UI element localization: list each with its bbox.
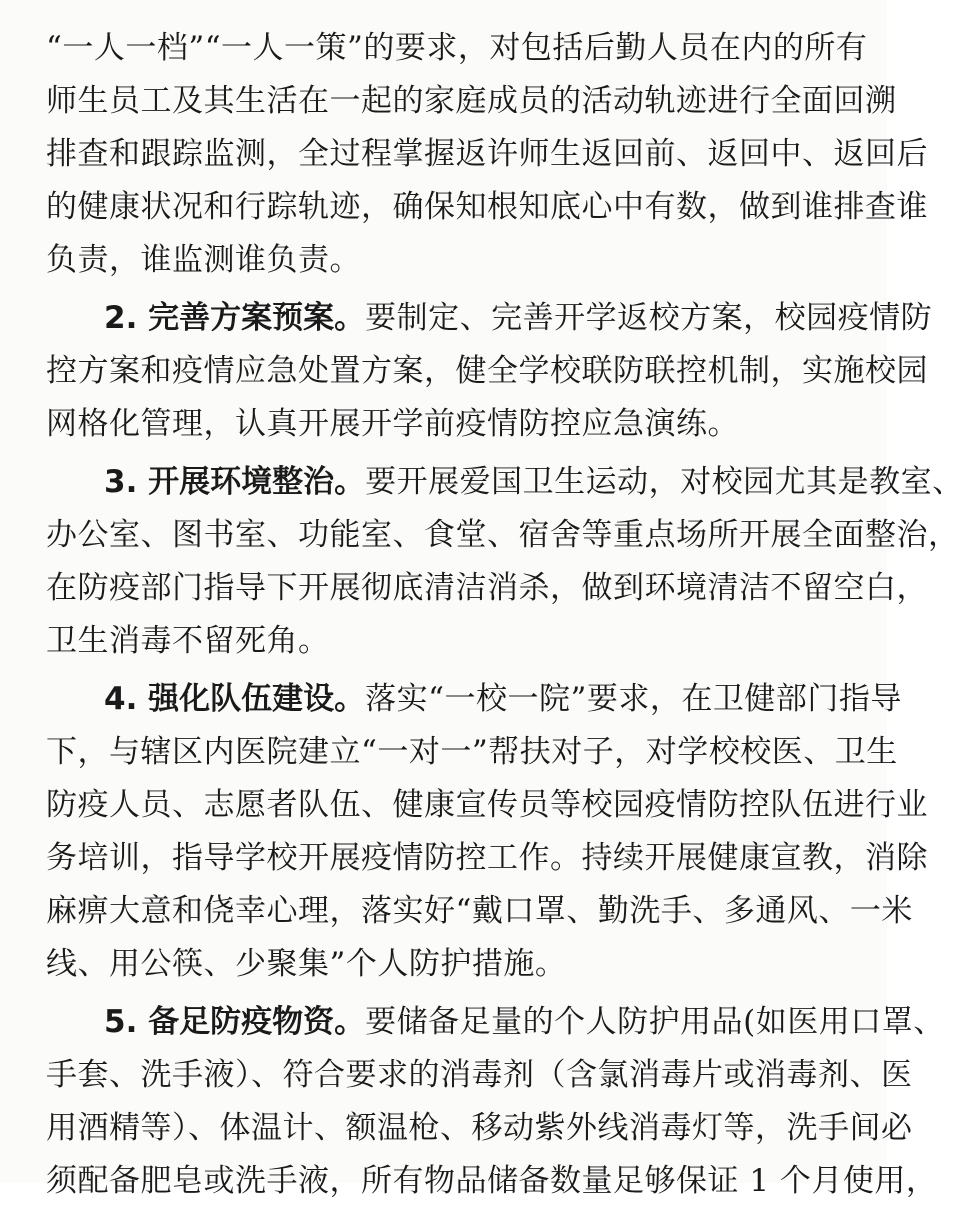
section-2-first-line	[104, 292, 933, 344]
section-text: 要储备足量的个人防护用品(如医用口罩、	[365, 1004, 945, 1040]
text-line: 用酒精等）、体温计、额温枪、移动紫外线消毒灯等，洗手间必	[46, 1110, 913, 1146]
text-line: 网格化管理，认真开展开学前疫情防控应急演练。	[46, 406, 739, 442]
text-line: 排查和跟踪监测，全过程掌握返许师生返回前、返回中、返回后	[46, 136, 928, 172]
text-line: 师生员工及其生活在一起的家庭成员的活动轨迹进行全面回溯	[46, 83, 897, 119]
section-4-first-line	[104, 673, 902, 725]
text-line: 在防疫部门指导下开展彻底清洁消杀，做到环境清洁不留空白，	[46, 570, 928, 606]
section-5-first-line	[104, 996, 945, 1048]
section-3-first-line	[104, 456, 964, 508]
section-heading: 3. 开展环境整治。	[104, 464, 366, 500]
text-line: 防疫人员、志愿者队伍、健康宣传员等校园疫情防控队伍进行业	[46, 787, 928, 823]
text-line: 务培训，指导学校开展疫情防控工作。持续开展健康宣教，消除	[46, 840, 928, 876]
section-text: 要开展爱国卫生运动，对校园尤其是教室、	[365, 464, 964, 500]
text-line: 控方案和疫情应急处置方案，健全学校联防联控机制，实施校园	[46, 353, 928, 389]
text-line: 下，与辖区内医院建立“一对一”帮扶对子，对学校校医、卫生	[46, 734, 898, 770]
text-line: 的健康状况和行踪轨迹，确保知根知底心中有数，做到谁排查谁	[46, 189, 928, 225]
text-line: 麻痹大意和侥幸心理，落实好“戴口罩、勤洗手、多通风、一米	[46, 893, 913, 929]
section-heading: 5. 备足防疫物资。	[104, 1004, 366, 1040]
text-line: 须配备肥皂或洗手液，所有物品储备数量足够保证 1 个月使用，	[46, 1163, 938, 1199]
text-line: 办公室、图书室、功能室、食堂、宿舍等重点场所开展全面整治，	[46, 517, 960, 553]
section-heading: 2. 完善方案预案。	[104, 300, 366, 336]
text-line: 线、用公筷、少聚集”个人防护措施。	[46, 946, 567, 982]
text-line: 手套、洗手液）、符合要求的消毒剂（含氯消毒片或消毒剂、医	[46, 1057, 913, 1093]
text-line: 负责，谁监测谁负责。	[46, 242, 361, 278]
text-line: “一人一档”“一人一策”的要求，对包括后勤人员在内的所有	[46, 30, 868, 66]
section-text: 要制定、完善开学返校方案，校园疫情防	[365, 300, 933, 336]
section-heading: 4. 强化队伍建设。	[104, 681, 366, 717]
section-text: 落实“一校一院”要求，在卫健部门指导	[365, 681, 902, 717]
text-line: 卫生消毒不留死角。	[46, 623, 330, 659]
